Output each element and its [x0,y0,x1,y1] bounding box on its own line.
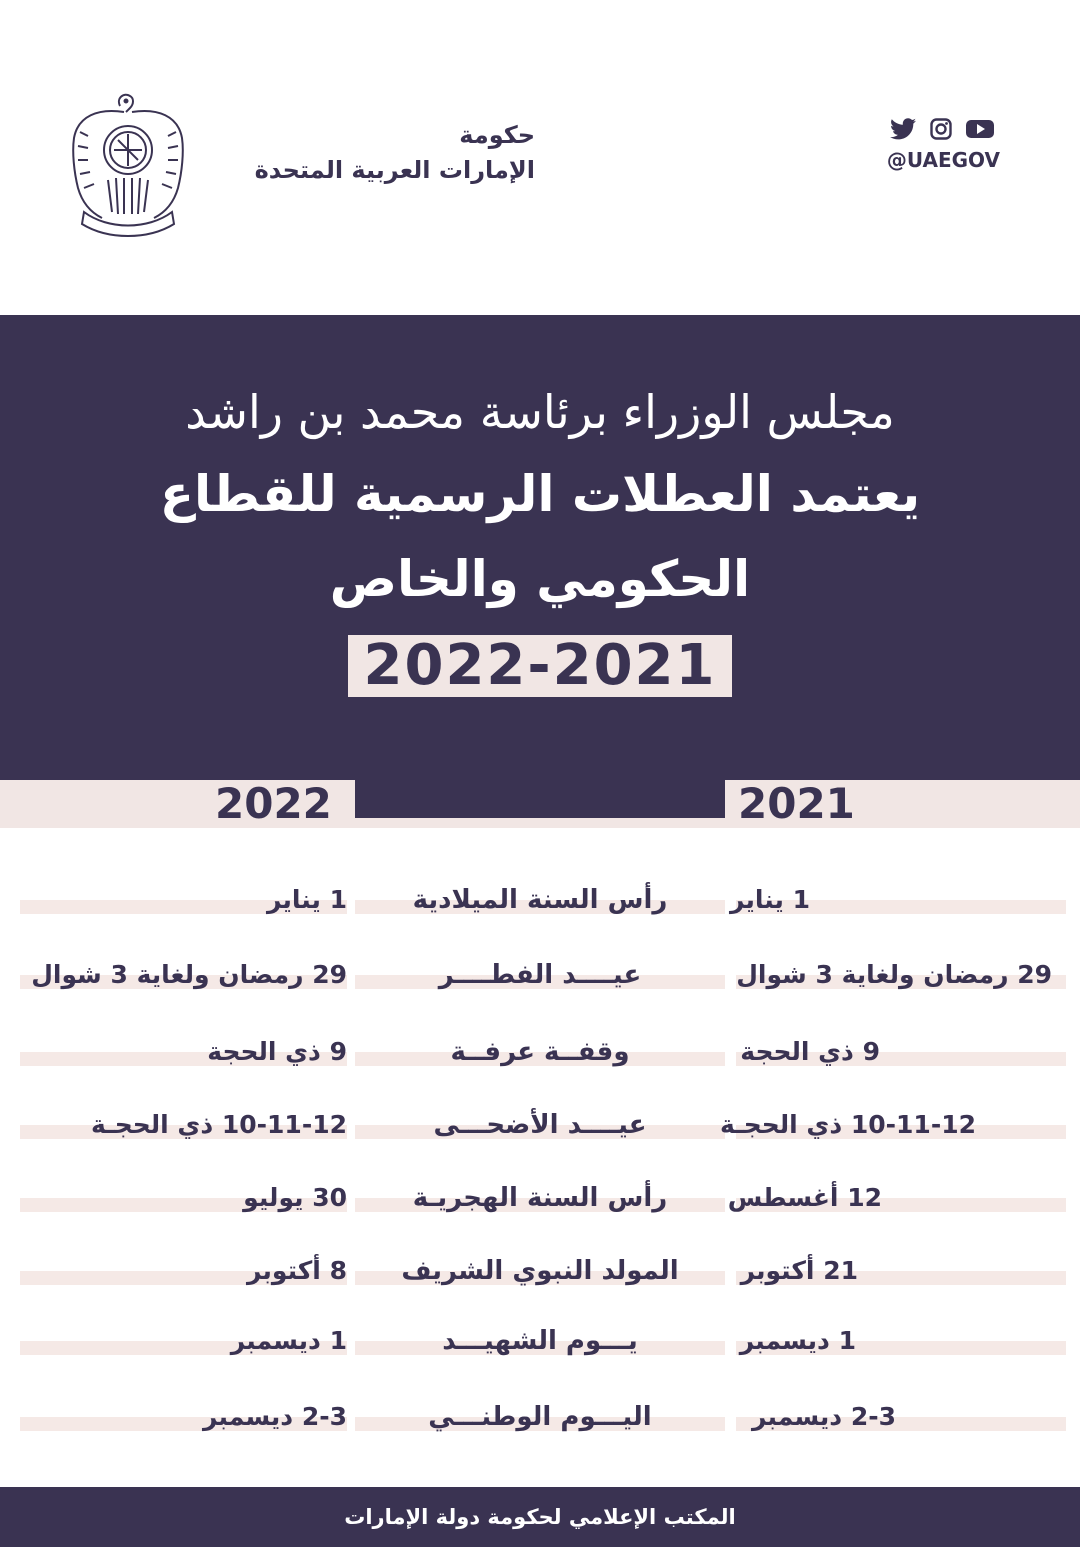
date-2021: 21 أكتوبر [740,1256,858,1285]
date-2022: 29 رمضان ولغاية 3 شوال [31,960,347,989]
social-handle[interactable]: @UAEGOV [886,148,1000,172]
table-row [0,1251,1080,1291]
table-row [0,1105,1080,1145]
page-footer: المكتب الإعلامي لحكومة دولة الإمارات [0,1487,1080,1547]
banner-line-2: يعتمد العطلات الرسمية للقطاع [159,465,921,523]
instagram-icon[interactable] [930,118,952,140]
uae-emblem-icon [68,92,188,240]
government-word: حكومة [459,121,535,149]
government-logotype [205,118,535,188]
youtube-icon[interactable] [966,118,994,140]
column-header-2021: 2021 [738,779,855,828]
years-badge: 2022-2021 [348,635,732,697]
table-row [0,1321,1080,1361]
date-2022: 1 ديسمبر [230,1326,347,1355]
holiday-name: اليـــوم الوطنـــي [428,1402,652,1432]
title-banner [0,315,1080,780]
date-2022: 30 يوليو [243,1183,347,1212]
twitter-icon[interactable] [890,118,916,140]
date-2021: 2-3 ديسمبر [751,1402,896,1431]
date-2021: 29 رمضان ولغاية 3 شوال [736,960,1052,989]
holiday-name: المولد النبوي الشريف [401,1256,679,1286]
table-row [0,880,1080,920]
column-header-2022: 2022 [215,779,332,828]
holiday-name: رأس السنة الميلادية [412,885,668,915]
date-2021: 1 ديسمبر [739,1326,856,1355]
holiday-name: وقفــة عرفــة [450,1037,630,1067]
holiday-name: عيــــد الأضحـــى [433,1110,647,1140]
banner-line-3: الحكومي والخاص [329,550,751,608]
date-2022: 8 أكتوبر [246,1256,347,1285]
date-2022: 9 ذي الحجة [207,1037,347,1066]
date-2021: 12 أغسطس [727,1183,882,1212]
social-block [880,118,1010,172]
table-row [0,1397,1080,1437]
date-2022: 10-11-12 ذي الحجـة [91,1110,347,1139]
holiday-name: عيــــد الفطــــر [438,960,642,990]
date-2021: 9 ذي الحجة [740,1037,880,1066]
page-header [0,0,1080,315]
year-strip-divider [355,780,725,818]
table-row [0,1032,1080,1072]
date-2021: 10-11-12 ذي الحجـة [720,1110,976,1139]
date-2021: 1 يناير [729,885,810,914]
uae-name: الإمارات العربية المتحدة [254,156,535,184]
social-icons [880,118,1010,140]
table-row [0,955,1080,995]
holiday-name: يـــوم الشهيـــد [442,1326,638,1356]
table-row [0,1178,1080,1218]
date-2022: 2-3 ديسمبر [202,1402,347,1431]
date-2022: 1 يناير [266,885,347,914]
holiday-name: رأس السنة الهجريـة [412,1183,668,1213]
banner-line-1: مجلس الوزراء برئاسة محمد بن راشد [185,385,895,439]
